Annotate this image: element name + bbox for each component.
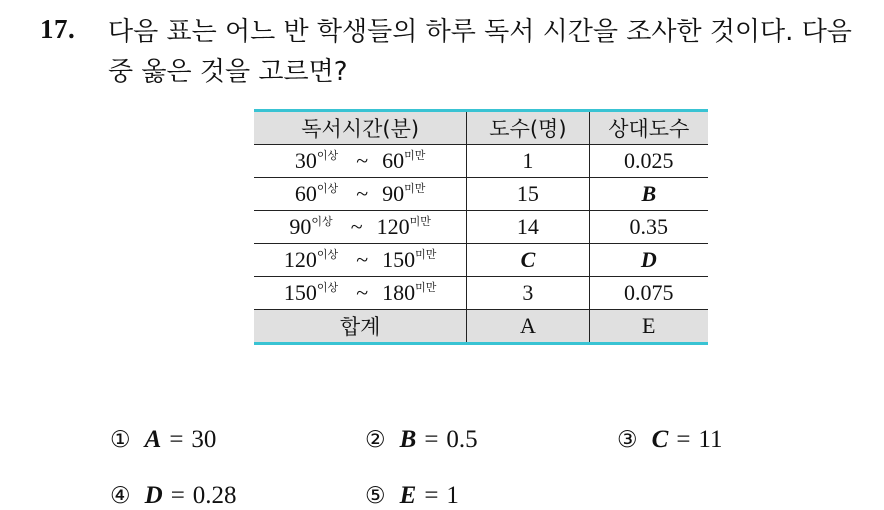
question-text-line-2: 중 옳은 것을 고르면? bbox=[108, 57, 348, 87]
header-frequency: 도수(명) bbox=[467, 111, 589, 145]
choice-3[interactable] bbox=[617, 426, 723, 454]
choice-2[interactable] bbox=[365, 426, 478, 454]
choice-value: 11 bbox=[698, 426, 723, 453]
frequency-cell: 14 bbox=[467, 211, 589, 244]
interval-high: 120 bbox=[376, 214, 410, 239]
choice-equals: = bbox=[424, 426, 439, 453]
choice-variable: E bbox=[399, 482, 417, 509]
choice-value: 1 bbox=[446, 482, 459, 509]
interval-cell bbox=[254, 211, 467, 244]
table-header-row bbox=[254, 111, 708, 145]
frequency-cell: C bbox=[467, 244, 589, 277]
choice-equals: = bbox=[676, 426, 691, 453]
table-row bbox=[254, 145, 708, 178]
relative-frequency-cell: 0.075 bbox=[589, 277, 708, 310]
table-row bbox=[254, 244, 708, 277]
frequency-table bbox=[254, 109, 708, 345]
header-relative-frequency: 상대도수 bbox=[589, 111, 708, 145]
interval-high-suffix: 미만 bbox=[409, 215, 431, 228]
choice-number: ③ bbox=[617, 427, 638, 453]
table-total-row bbox=[254, 310, 708, 344]
choice-5[interactable] bbox=[365, 482, 459, 510]
interval-low: 60 bbox=[294, 181, 317, 206]
choice-variable: B bbox=[399, 426, 417, 453]
table-row bbox=[254, 277, 708, 310]
choice-equals: = bbox=[169, 426, 184, 453]
total-frequency-cell: A bbox=[467, 310, 589, 344]
interval-high-suffix: 미만 bbox=[404, 149, 426, 162]
table-row bbox=[254, 178, 708, 211]
frequency-cell: 15 bbox=[467, 178, 589, 211]
interval-tilde: ~ bbox=[356, 148, 369, 173]
relative-frequency-cell: B bbox=[589, 178, 708, 211]
relative-frequency-cell: 0.35 bbox=[589, 211, 708, 244]
interval-high-suffix: 미만 bbox=[415, 248, 437, 261]
interval-tilde: ~ bbox=[356, 280, 369, 305]
total-relative-frequency-cell: E bbox=[589, 310, 708, 344]
interval-low: 120 bbox=[283, 247, 317, 272]
frequency-cell: 3 bbox=[467, 277, 589, 310]
frequency-cell: 1 bbox=[467, 145, 589, 178]
choice-variable: A bbox=[144, 426, 162, 453]
interval-high-suffix: 미만 bbox=[415, 281, 437, 294]
choice-1[interactable] bbox=[110, 426, 216, 454]
choice-4[interactable] bbox=[110, 482, 237, 510]
interval-low-suffix: 이상 bbox=[316, 281, 339, 294]
choice-variable: C bbox=[651, 426, 669, 453]
choice-number: ① bbox=[110, 427, 131, 453]
choice-number: ② bbox=[365, 427, 386, 453]
interval-tilde: ~ bbox=[356, 181, 369, 206]
interval-tilde: ~ bbox=[356, 247, 369, 272]
choice-number: ④ bbox=[110, 483, 131, 509]
choice-number: ⑤ bbox=[365, 483, 386, 509]
interval-low: 90 bbox=[289, 214, 312, 239]
choice-value: 0.5 bbox=[446, 426, 478, 453]
choice-equals: = bbox=[424, 482, 439, 509]
relative-frequency-cell: 0.025 bbox=[589, 145, 708, 178]
choice-equals: = bbox=[170, 482, 185, 509]
table-row bbox=[254, 211, 708, 244]
choice-value: 30 bbox=[191, 426, 217, 453]
relative-frequency-cell: D bbox=[589, 244, 708, 277]
question-number: 17. bbox=[40, 14, 76, 44]
question-text-line-1: 다음 표는 어느 반 학생들의 하루 독서 시간을 조사한 것이다. 다음 bbox=[108, 17, 852, 47]
interval-low-suffix: 이상 bbox=[316, 149, 339, 162]
interval-high-suffix: 미만 bbox=[404, 182, 426, 195]
choice-value: 0.28 bbox=[192, 482, 237, 509]
choice-variable: D bbox=[144, 482, 163, 509]
interval-high: 150 bbox=[382, 247, 416, 272]
interval-low: 30 bbox=[294, 148, 317, 173]
interval-high: 90 bbox=[382, 181, 405, 206]
interval-high: 180 bbox=[382, 280, 416, 305]
interval-low-suffix: 이상 bbox=[316, 182, 339, 195]
interval-cell bbox=[254, 277, 467, 310]
interval-low-suffix: 이상 bbox=[311, 215, 333, 228]
interval-cell bbox=[254, 145, 467, 178]
interval-tilde: ~ bbox=[350, 214, 363, 239]
total-label: 합계 bbox=[254, 310, 467, 344]
interval-cell bbox=[254, 178, 467, 211]
interval-high: 60 bbox=[382, 148, 405, 173]
interval-cell bbox=[254, 244, 467, 277]
header-reading-time: 독서시간(분) bbox=[254, 111, 467, 145]
interval-low-suffix: 이상 bbox=[316, 248, 339, 261]
question-text bbox=[108, 12, 868, 92]
interval-low: 150 bbox=[283, 280, 317, 305]
